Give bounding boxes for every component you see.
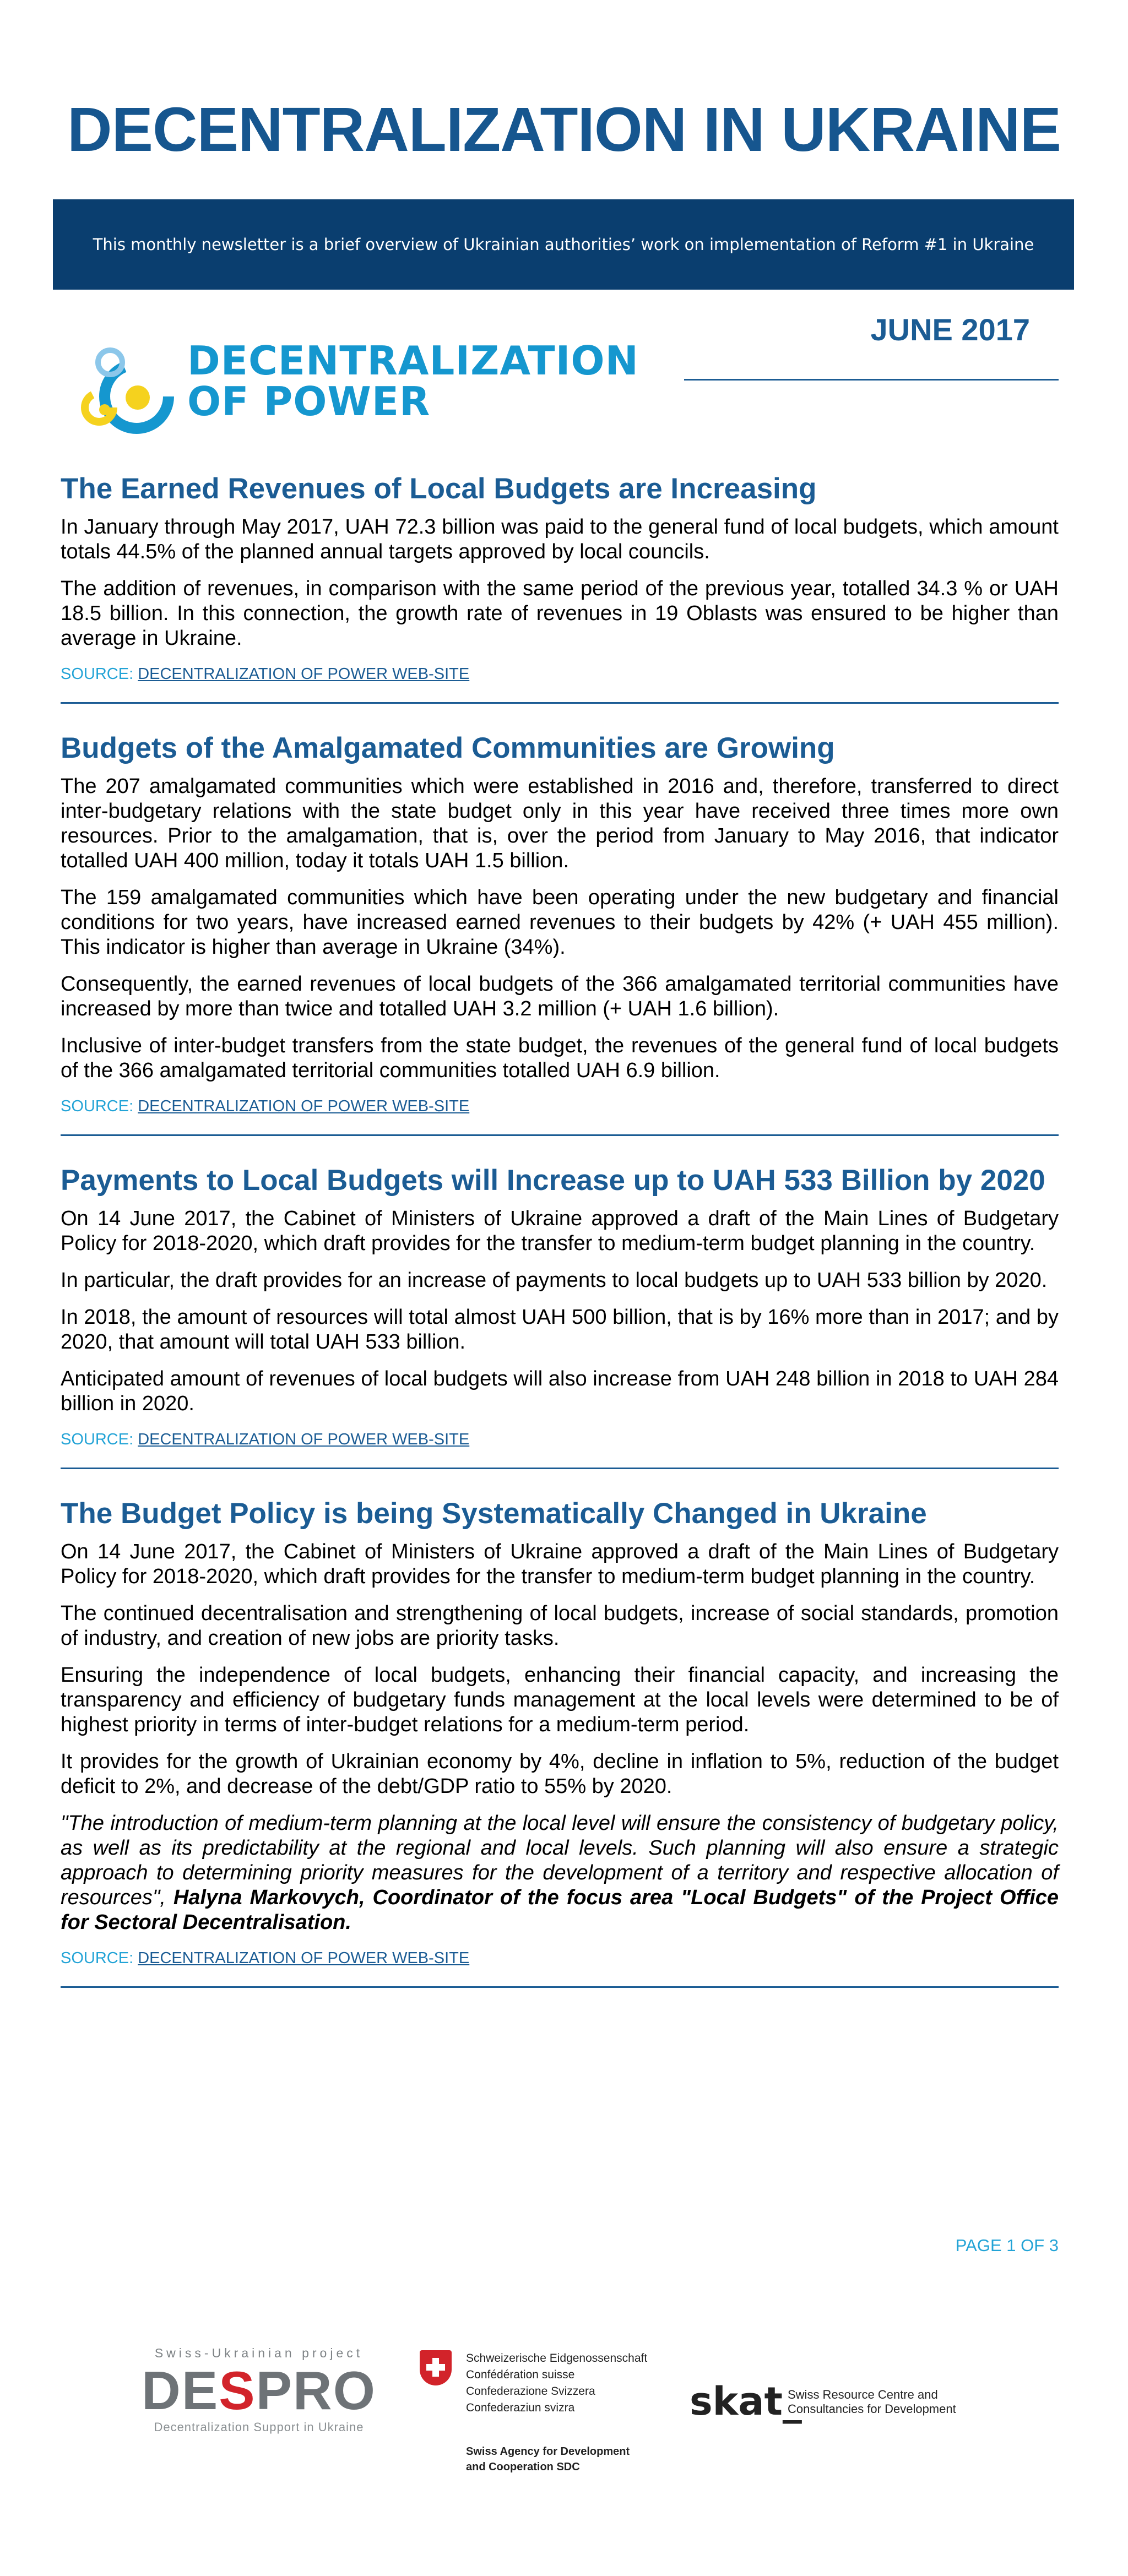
source-label: SOURCE: (61, 1097, 138, 1115)
issue-date: JUNE 2017 (870, 312, 1030, 347)
article-source (61, 1949, 1059, 1968)
despro-logo (140, 2346, 377, 2434)
article-paragraph: In January through May 2017, UAH 72.3 billion was paid to the general fund of local budgets, which amount totals 44.5% of the planned annual targets approved by local councils. (61, 515, 1059, 563)
decentralization-of-power-logo (77, 338, 639, 445)
sdc-line-1: Swiss Agency for Development (466, 2445, 630, 2458)
article-paragraph: Anticipated amount of revenues of local budgets will also increase from UAH 248 billion in 2018 to UAH 284 billion in 2020. (61, 1367, 1059, 1415)
source-link[interactable]: DECENTRALIZATION OF POWER WEB-SITE (138, 665, 470, 683)
date-divider (684, 379, 1059, 381)
article-amalgamated-communities (61, 730, 1059, 1116)
article-source (61, 665, 1059, 683)
skat-description (788, 2388, 956, 2416)
source-label: SOURCE: (61, 665, 138, 683)
quote-author: Halyna Markovych, Coordinator of the focus area "Local Budgets" of the Project Office for Sectoral Decentralisation. (61, 1886, 1059, 1934)
article-quote (61, 1811, 1059, 1935)
page-title: DECENTRALIZATION IN UKRAINE (67, 95, 1061, 164)
article-paragraph: In particular, the draft provides for an increase of payments to local budgets up to UAH 533 billion by 2020. (61, 1269, 1048, 1292)
article-title: Budgets of the Amalgamated Communities are Growing (61, 732, 835, 764)
section-divider (61, 702, 1059, 704)
article-paragraph: In 2018, the amount of resources will total almost UAH 500 billion, that is by 16% more than in 2017; and by 2020, that amount will total UAH 533 billion. (61, 1306, 1059, 1354)
logo-line-2: OF POWER (187, 378, 431, 425)
section-divider (61, 1468, 1059, 1469)
logo-wordmark (187, 338, 639, 425)
skat-desc-line-1: Swiss Resource Centre and (788, 2388, 938, 2401)
swiss-name-it: Confederazione Svizzera (466, 2385, 595, 2398)
page-number: PAGE 1 OF 3 (955, 2236, 1059, 2255)
sdc-label (466, 2444, 630, 2475)
article-source (61, 1431, 1059, 1449)
article-title: Payments to Local Budgets will Increase up to UAH 533 Billion by 2020 (61, 1164, 1045, 1197)
article-title: The Earned Revenues of Local Budgets are Increasing (61, 472, 817, 505)
despro-wordmark (140, 2361, 377, 2420)
despro-wordmark-b: PRO (256, 2360, 376, 2421)
banner-text: This monthly newsletter is a brief overview of Ukrainian authorities’ work on implementation of Reform #1 in Ukraine (93, 235, 1034, 254)
source-link[interactable]: DECENTRALIZATION OF POWER WEB-SITE (138, 1431, 470, 1448)
section-divider (61, 1986, 1059, 1988)
source-label: SOURCE: (61, 1949, 138, 1967)
article-paragraph: On 14 June 2017, the Cabinet of Ministers of Ukraine approved a draft of the Main Lines of Budgetary Policy for 2018-2020, which draft provides for the transfer to medium-term budget planning in the country. (61, 1540, 1059, 1588)
logo-emblem-icon (77, 340, 187, 445)
newsletter-banner (53, 199, 1074, 290)
skat-wordmark: skat_ (690, 2379, 802, 2424)
article-paragraph: The continued decentralisation and strengthening of local budgets, increase of social standards, promotion of industry, and creation of new jobs are priority tasks. (61, 1602, 1059, 1650)
article-paragraph: Consequently, the earned revenues of local budgets of the 366 amalgamated territorial communities have increased by more than twice and totalled UAH 3.2 million (+ UAH 1.6 billion). (61, 972, 1059, 1020)
swiss-name-rm: Confederaziun svizra (466, 2401, 575, 2414)
source-link[interactable]: DECENTRALIZATION OF POWER WEB-SITE (138, 1949, 470, 1967)
source-label: SOURCE: (61, 1431, 138, 1448)
source-link[interactable]: DECENTRALIZATION OF POWER WEB-SITE (138, 1097, 470, 1115)
newsletter-content (61, 471, 1059, 2014)
quote-text: "The introduction of medium-term planning at the local level will ensure the consistency of budgetary policy, as well as its predictability at the regional and local levels. Such planning will also ensure a strategic approach to determining priority measures for the development of a territory and respective allocation of resources", (61, 1812, 1059, 1909)
article-paragraph: The 207 amalgamated communities which were established in 2016 and, therefore, transferred to direct inter-budgetary relations with the state budget only in this year have received three times more own resources. Prior to the amalgamation, that is, over the period from January to May 2016, that indicator totalled UAH 400 million, today it totals UAH 1.5 billion. (61, 775, 1059, 872)
article-payments-increase (61, 1162, 1059, 1449)
article-source (61, 1097, 1059, 1116)
despro-tagline: Decentralization Support in Ukraine (154, 2420, 364, 2434)
sdc-line-2: and Cooperation SDC (466, 2461, 580, 2473)
article-paragraph: The addition of revenues, in comparison with the same period of the previous year, totalled 34.3 % or UAH 18.5 billion. In this connection, the growth rate of revenues in 19 Oblasts was ensured to be higher than average in Ukraine. (61, 577, 1059, 650)
partner-logos (0, 2335, 1128, 2478)
article-paragraph: It provides for the growth of Ukrainian economy by 4%, decline in inflation to 5%, reduction of the budget deficit to 2%, and decrease of the debt/GDP ratio to 55% by 2020. (61, 1750, 1059, 1798)
article-earned-revenues (61, 471, 1059, 683)
article-paragraph: Ensuring the independence of local budgets, enhancing their financial capacity, and increasing the transparency and efficiency of budgetary funds management at the local levels were determined to be of highest priority in terms of inter-budget relations for a medium-term period. (61, 1664, 1059, 1736)
swiss-name-fr: Confédération suisse (466, 2368, 575, 2381)
article-paragraph: Inclusive of inter-budget transfers from the state budget, the revenues of the general fund of local budgets of the 366 amalgamated territorial communities totalled UAH 6.9 billion. (61, 1034, 1059, 1082)
logo-line-1: DECENTRALIZATION (187, 338, 639, 384)
swiss-name-de: Schweizerische Eidgenossenschaft (466, 2352, 648, 2365)
article-paragraph: The 159 amalgamated communities which have been operating under the new budgetary and financial conditions for two years, have increased earned revenues to their budgets by 42% (+ UAH 455 million). This indicator is higher than average in Ukraine (34%). (61, 886, 1059, 959)
swiss-cross-icon (420, 2350, 452, 2385)
despro-caption: Swiss-Ukrainian project (154, 2346, 364, 2360)
swiss-names (466, 2350, 647, 2416)
skat-desc-line-2: Consultancies for Development (788, 2402, 956, 2416)
despro-wordmark-a: DE (142, 2360, 219, 2421)
article-title: The Budget Policy is being Systematically Changed in Ukraine (61, 1497, 927, 1530)
article-budget-policy (61, 1496, 1059, 1968)
article-paragraph: On 14 June 2017, the Cabinet of Ministers of Ukraine approved a draft of the Main Lines of Budgetary Policy for 2018-2020, which draft provides for the transfer to medium-term budget planning in the country. (61, 1207, 1059, 1255)
section-divider (61, 1134, 1059, 1136)
despro-wordmark-s: S (219, 2360, 256, 2421)
